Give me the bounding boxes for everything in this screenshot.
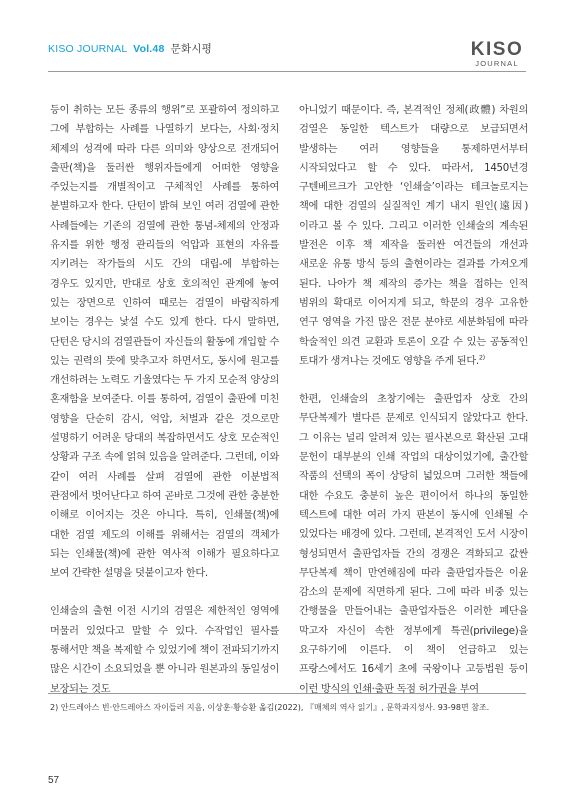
journal-name: KISO JOURNAL	[48, 43, 128, 55]
section-title: 문화시평	[170, 43, 213, 55]
footnote-rule	[48, 693, 526, 694]
right-column	[299, 101, 528, 699]
right-paragraph-2: 한편, 인쇄술의 초창기에는 출판업자 상호 간의 무단복제가 별다른 문제로 인식되지 않았다고 한다. 그 이유는 널리 알려져 있는 필사본으로 확산된 고대 문헌이 대부분의 인쇄 작업의 대상이었기에, 출간할 작품의 선택의 폭이 상당히 넓었으며 그러한 책들에 대한 수요도 충분히 높은 편이어서 하나의 동일한 텍스트에 대한 여러 가지 판본이 동시에 인쇄될 수 있었다는 배경에 있다. 그런데, 본격적인 도서 시장이 형성되면서 출판업자들 간의 경쟁은 격화되고 값싼 무단복제 책이 만연해짐에 따라 출판업자들은 이윤 감소의 문제에 직면하게 된다. 그에 따라 비중 있는 간행물을 만들어내는 출판업자들은 이러한 폐단을 막고자 자신이 속한 정부에게 특권(privilege)을 요구하기에 이른다. 이 책이 언급하고 있는 프랑스에서도 16세기 초에 국왕이나 고등법원 등이 이런 방식의 인쇄·출판 독점 허가권을 부여	[299, 394, 528, 695]
page-number: 57	[48, 775, 60, 786]
right-paragraph-1-text: 아니었기 때문이다. 즉, 본격적인 정체(政體) 차원의 검열은 동일한 텍스트가 대량으로 보급되면서 발생하는 여러 영향들을 통제하면서부터 시작되었다고 할 수 있다. 따라서, 1450년경 구텐베르크가 고안한 ‘인쇄술’이라는 테크놀로지는 책에 대한 검열의 실질적인 계기 내지 원인(遠因)이라고 볼 수 있다. 그리고 이러한 인쇄술의 계속된 발전은 이후 책 제작을 둘러싼 여건들의 개선과 새로운 유통 방식 등의 출현이라는 결과를 가져오게 된다. 나아가 책 제작의 증가는 책을 접하는 인적 범위의 확대로 이어지게 되고, 학문의 경우 고유한 연구 영역을 가진 많은 전문 분야로 세분화됨에 따라 학술적인 의견 교환과 토론이 오갈 수 있는 공동적인 토대가 생겨나는 것에도 영향을 주게 된다.	[299, 105, 528, 367]
kiso-journal-logo	[469, 40, 525, 68]
logo-main-text: KISO	[470, 39, 524, 60]
volume-label: Vol.48	[133, 43, 165, 55]
footnote: 2) 안드레아스 빈·안드레아스 자이들러 지음, 이상훈·황승환 옮김(2022), 『매체의 역사 읽기』, 문학과지성사. 93-98면 참조.	[50, 703, 490, 712]
header-rule	[48, 71, 526, 72]
left-column	[50, 101, 279, 699]
left-paragraph-1: 등이 취하는 모든 종류의 행위”로 포괄하여 정의하고 그에 부합하는 사례를 나열하기 보다는, 사회·정치 체제의 성격에 따라 다른 의미와 양상으로 전개되어 출판(책)을 둘러싼 행위자들에게 어떠한 영향을 주었는지를 개별적이고 구체적인 사례를 통하여 분별하고자 한다. 단턴이 밝혀 보인 여러 검열에 관한 사례들에는 기존의 검열에 관한 통념-체제의 안정과 유지를 위한 행정 관리들의 억압과 표현의 자유를 지키려는 작가들의 시도 간의 대립-에 부합하는 경우도 있지만, 반대로 상호 호의적인 관계에 놓여 있는 장면으로 인하여 때로는 검열이 바람직하게 보이는 경우는 낯설 수도 있게 한다. 다시 말하면, 단턴은 당시의 검열관들이 자신들의 활동에 개입할 수 있는 권력의 뜻에 맞추고자 하면서도, 동시에 원고를 개선하려는 노력도 기울였다는 두 가지 모순적 양상의 혼재함을 보여준다. 이를 통하여, 검열이 출판에 미친 영향을 단순히 감시, 억압, 처벌과 같은 것으로만 설명하기 어려운 당대의 복잡하면서도 상호 모순적인 상황과 구조 속에 얽혀 있음을 알려준다. 그런데, 이와 같이 여러 사례를 살펴 검열에 관한 이분법적 관점에서 벗어난다고 하여 곧바로 그것에 관한 충분한 이해로 이어지는 것은 아니다. 특히, 인쇄물(책)에 대한 검열 제도의 이해를 위해서는 검열의 객체가 되는 인쇄물(책)에 관한 역사적 이해가 필요하다고 보여 간략한 설명을 덧붙이고자 한다.	[50, 105, 279, 580]
footnote-reference: 2)	[478, 353, 485, 362]
right-paragraph-1	[299, 101, 528, 371]
journal-header	[48, 41, 212, 56]
logo-sub-text: JOURNAL	[475, 59, 519, 68]
left-paragraph-2: 인쇄술의 출현 이전 시기의 검열은 제한적인 영역에 머물러 있었다고 말할 수 있다. 수작업인 필사를 통해서만 책을 복제할 수 있었기에 책이 전파되기까지 많은 시간이 소요되었을 뿐 아니라 원본과의 동일성이 보장되는 것도	[50, 606, 279, 695]
